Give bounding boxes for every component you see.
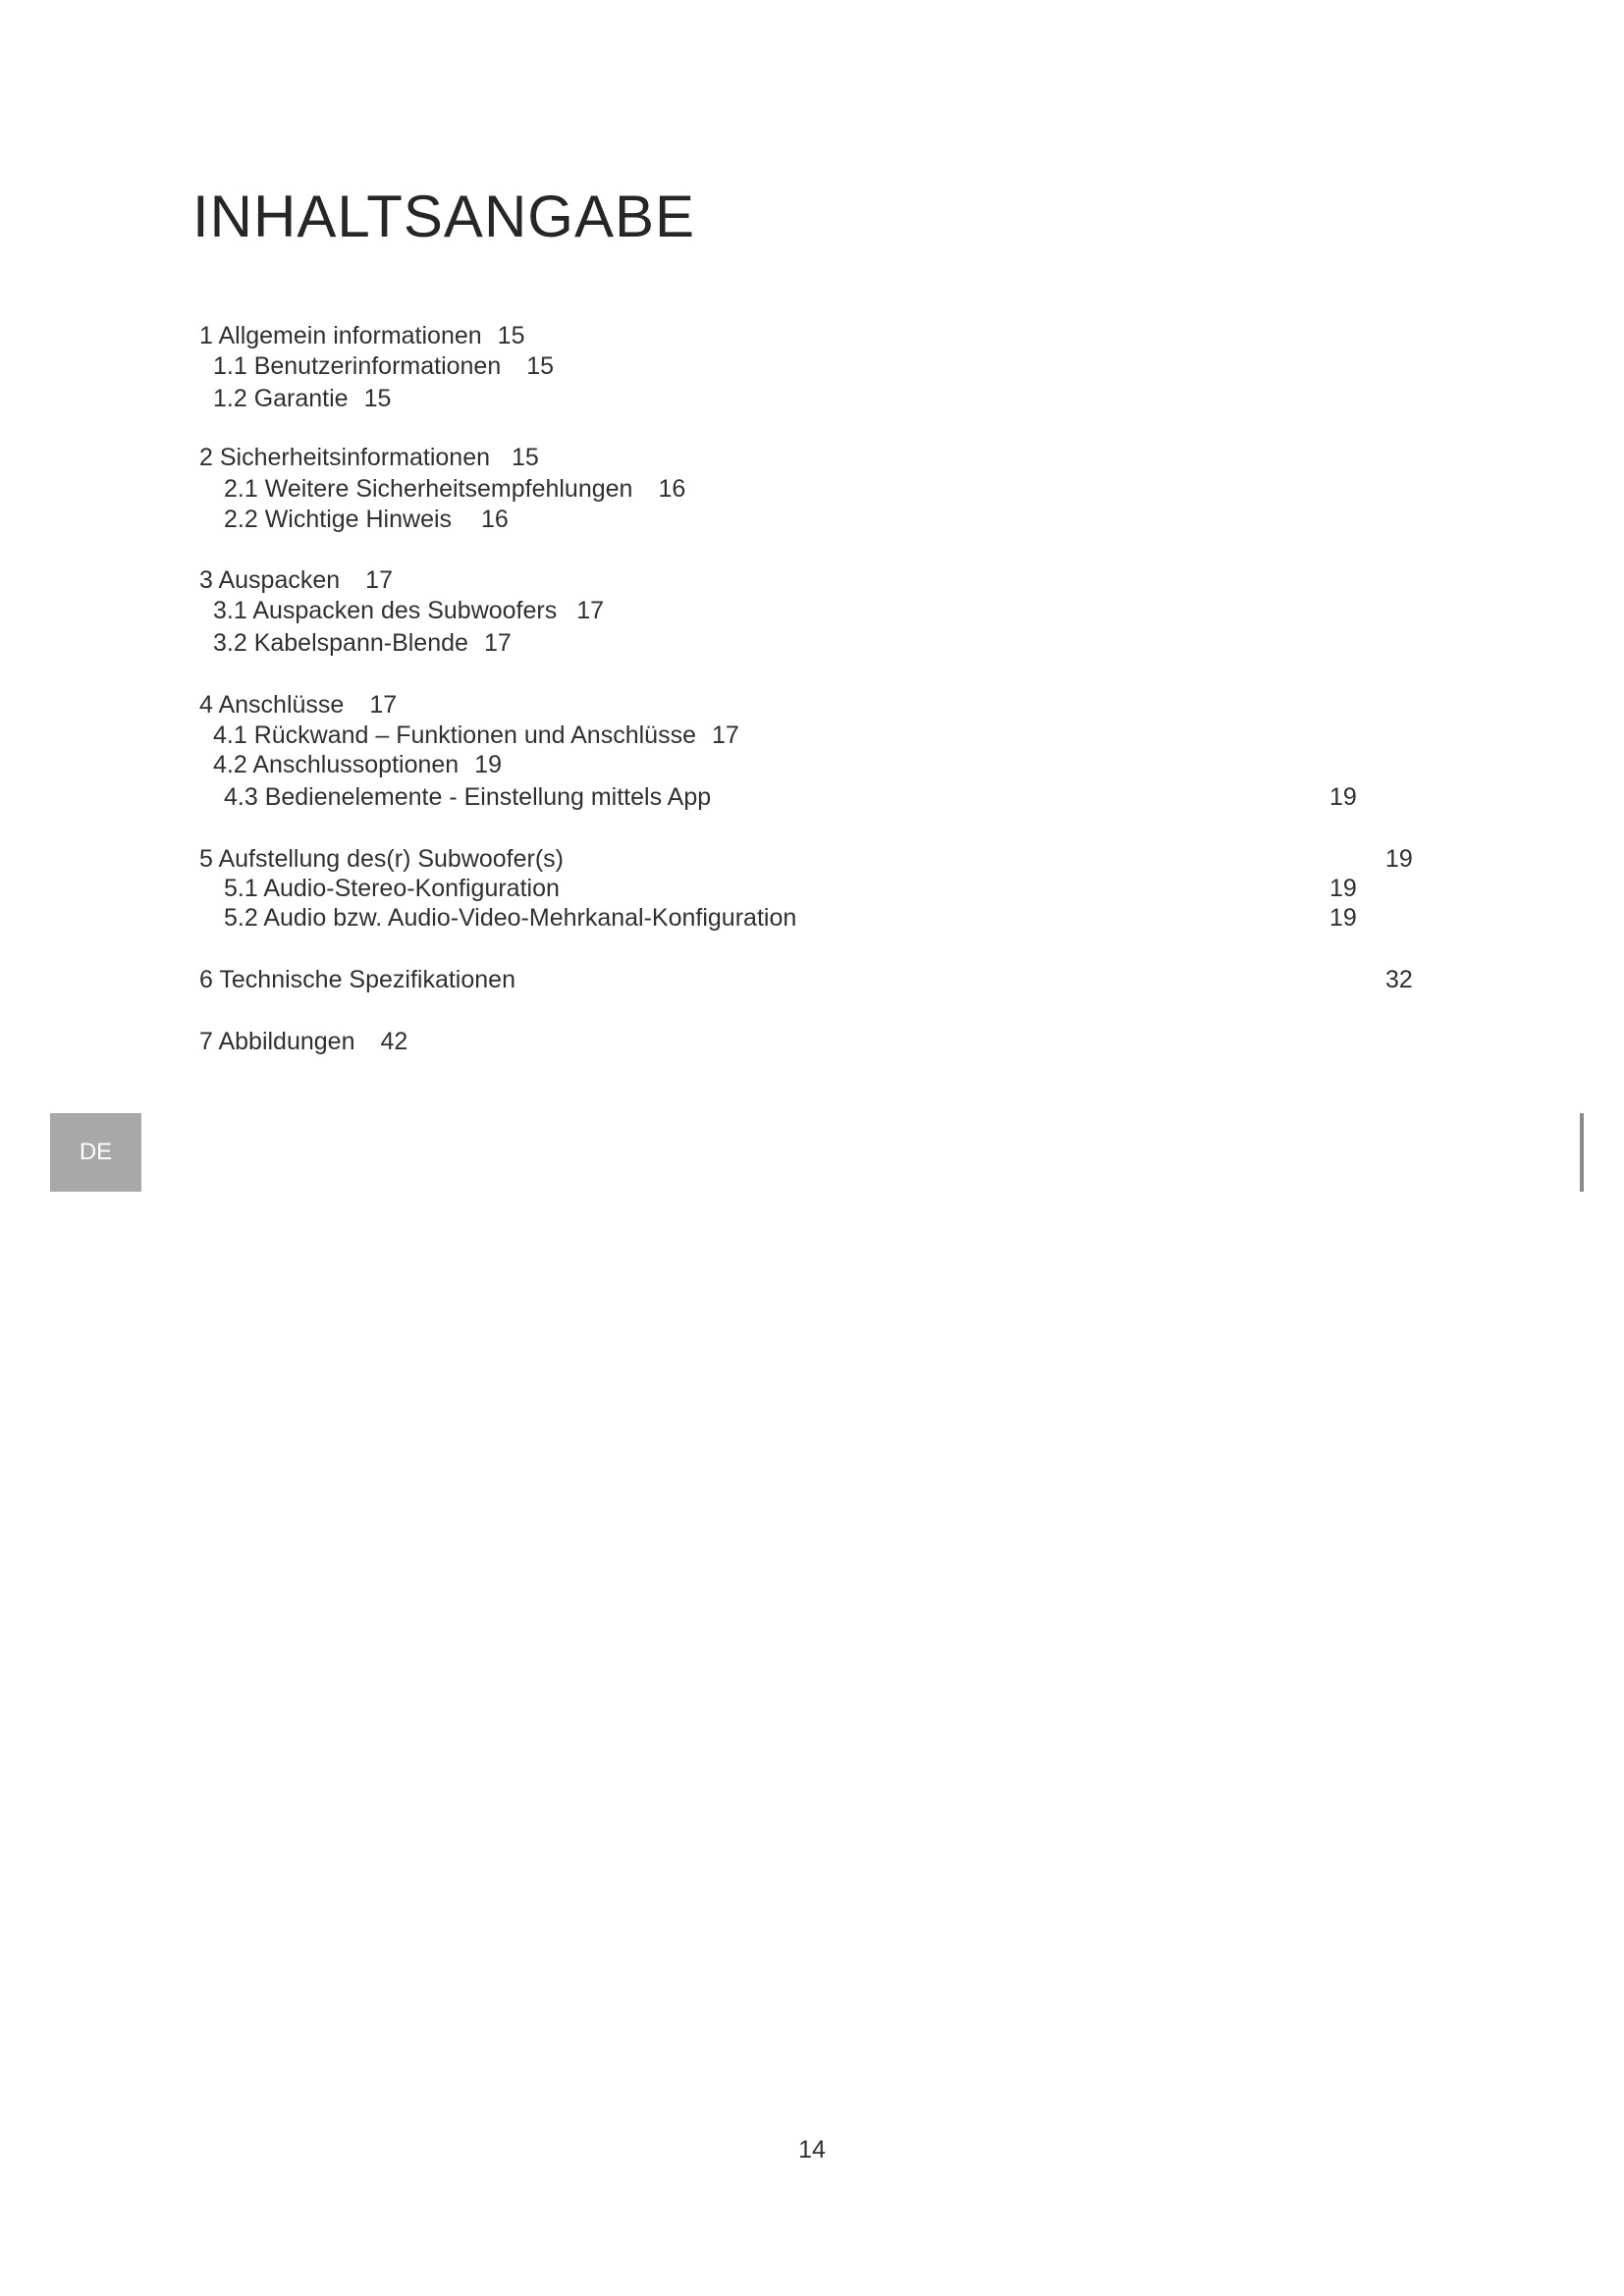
toc-entry-2-2[interactable]	[224, 504, 509, 535]
toc-entry-4-2[interactable]	[213, 749, 502, 780]
toc-entry-page: 16	[658, 475, 686, 503]
toc-entry-label: 1.1 Benutzerinformationen	[213, 352, 502, 380]
edge-marker-bar	[1580, 1113, 1584, 1192]
toc-entry-label: 4.1 Rückwand – Funktionen und Anschlüsse	[213, 721, 696, 749]
toc-entry-label: 6 Technische Spezifikationen	[199, 966, 515, 993]
toc-entry-label: 2 Sicherheitsinformationen	[199, 444, 490, 471]
toc-entry-page: 17	[369, 691, 398, 719]
toc-entry-label: 7 Abbildungen	[199, 1028, 355, 1055]
toc-entry-5-1-page: 19	[1329, 875, 1357, 902]
toc-entry-5-2[interactable]	[224, 902, 796, 934]
toc-entry-4[interactable]	[199, 689, 397, 721]
toc-entry-4-3[interactable]	[224, 781, 711, 813]
toc-entry-7[interactable]	[199, 1026, 407, 1057]
page-title: INHALTSANGABE	[192, 184, 696, 249]
toc-entry-3-1[interactable]	[213, 595, 604, 626]
toc-entry-label: 3.2 Kabelspann-Blende	[213, 629, 468, 657]
toc-entry-5[interactable]	[199, 843, 564, 875]
toc-entry-label: 1 Allgemein informationen	[199, 322, 482, 349]
toc-entry-3-2[interactable]	[213, 627, 512, 659]
toc-entry-label: 5 Aufstellung des(r) Subwoofer(s)	[199, 845, 565, 873]
toc-entry-label: 3 Auspacken	[199, 566, 341, 594]
toc-entry-label: 2.2 Wichtige Hinweis	[224, 506, 453, 533]
toc-entry-label: 2.1 Weitere Sicherheitsempfehlungen	[224, 475, 633, 503]
toc-entry-page: 17	[711, 721, 739, 749]
toc-entry-label: 1.2 Garantie	[213, 385, 349, 412]
toc-entry-page: 42	[380, 1028, 408, 1055]
toc-entry-label: 5.2 Audio bzw. Audio-Video-Mehrkanal-Konfiguration	[224, 904, 797, 932]
toc-entry-page: 17	[576, 597, 605, 624]
toc-entry-page: 17	[483, 629, 512, 657]
toc-entry-5-1[interactable]	[224, 873, 560, 904]
toc-entry-4-3-page: 19	[1329, 783, 1357, 811]
toc-entry-page: 19	[474, 751, 502, 778]
toc-entry-3[interactable]	[199, 564, 393, 596]
toc-entry-4-1[interactable]	[213, 720, 739, 751]
toc-entry-label: 4.2 Anschlussoptionen	[213, 751, 460, 778]
toc-entry-2[interactable]	[199, 442, 539, 473]
toc-entry-5-page: 19	[1385, 845, 1413, 873]
toc-entry-page: 15	[512, 444, 539, 471]
toc-entry-page: 15	[363, 385, 392, 412]
toc-entry-label: 5.1 Audio-Stereo-Konfiguration	[224, 875, 560, 902]
toc-entry-page: 17	[365, 566, 393, 594]
toc-entry-1-1[interactable]	[213, 350, 554, 382]
toc-entry-page: 15	[526, 352, 555, 380]
toc-entry-page: 15	[497, 322, 525, 349]
page-number: 14	[798, 2136, 826, 2163]
toc-entry-6-page: 32	[1385, 966, 1413, 993]
language-tab: DE	[50, 1113, 141, 1192]
toc-entry-label: 4 Anschlüsse	[199, 691, 345, 719]
toc-entry-1-2[interactable]	[213, 383, 391, 414]
toc-entry-5-2-page: 19	[1329, 904, 1357, 932]
toc-entry-label: 3.1 Auspacken des Subwoofers	[213, 597, 558, 624]
toc-entry-1[interactable]	[199, 320, 524, 351]
toc-entry-2-1[interactable]	[224, 473, 685, 505]
toc-entry-6[interactable]	[199, 964, 515, 995]
toc-entry-label: 4.3 Bedienelemente - Einstellung mittels App	[224, 783, 712, 811]
toc-entry-page: 16	[481, 506, 509, 533]
